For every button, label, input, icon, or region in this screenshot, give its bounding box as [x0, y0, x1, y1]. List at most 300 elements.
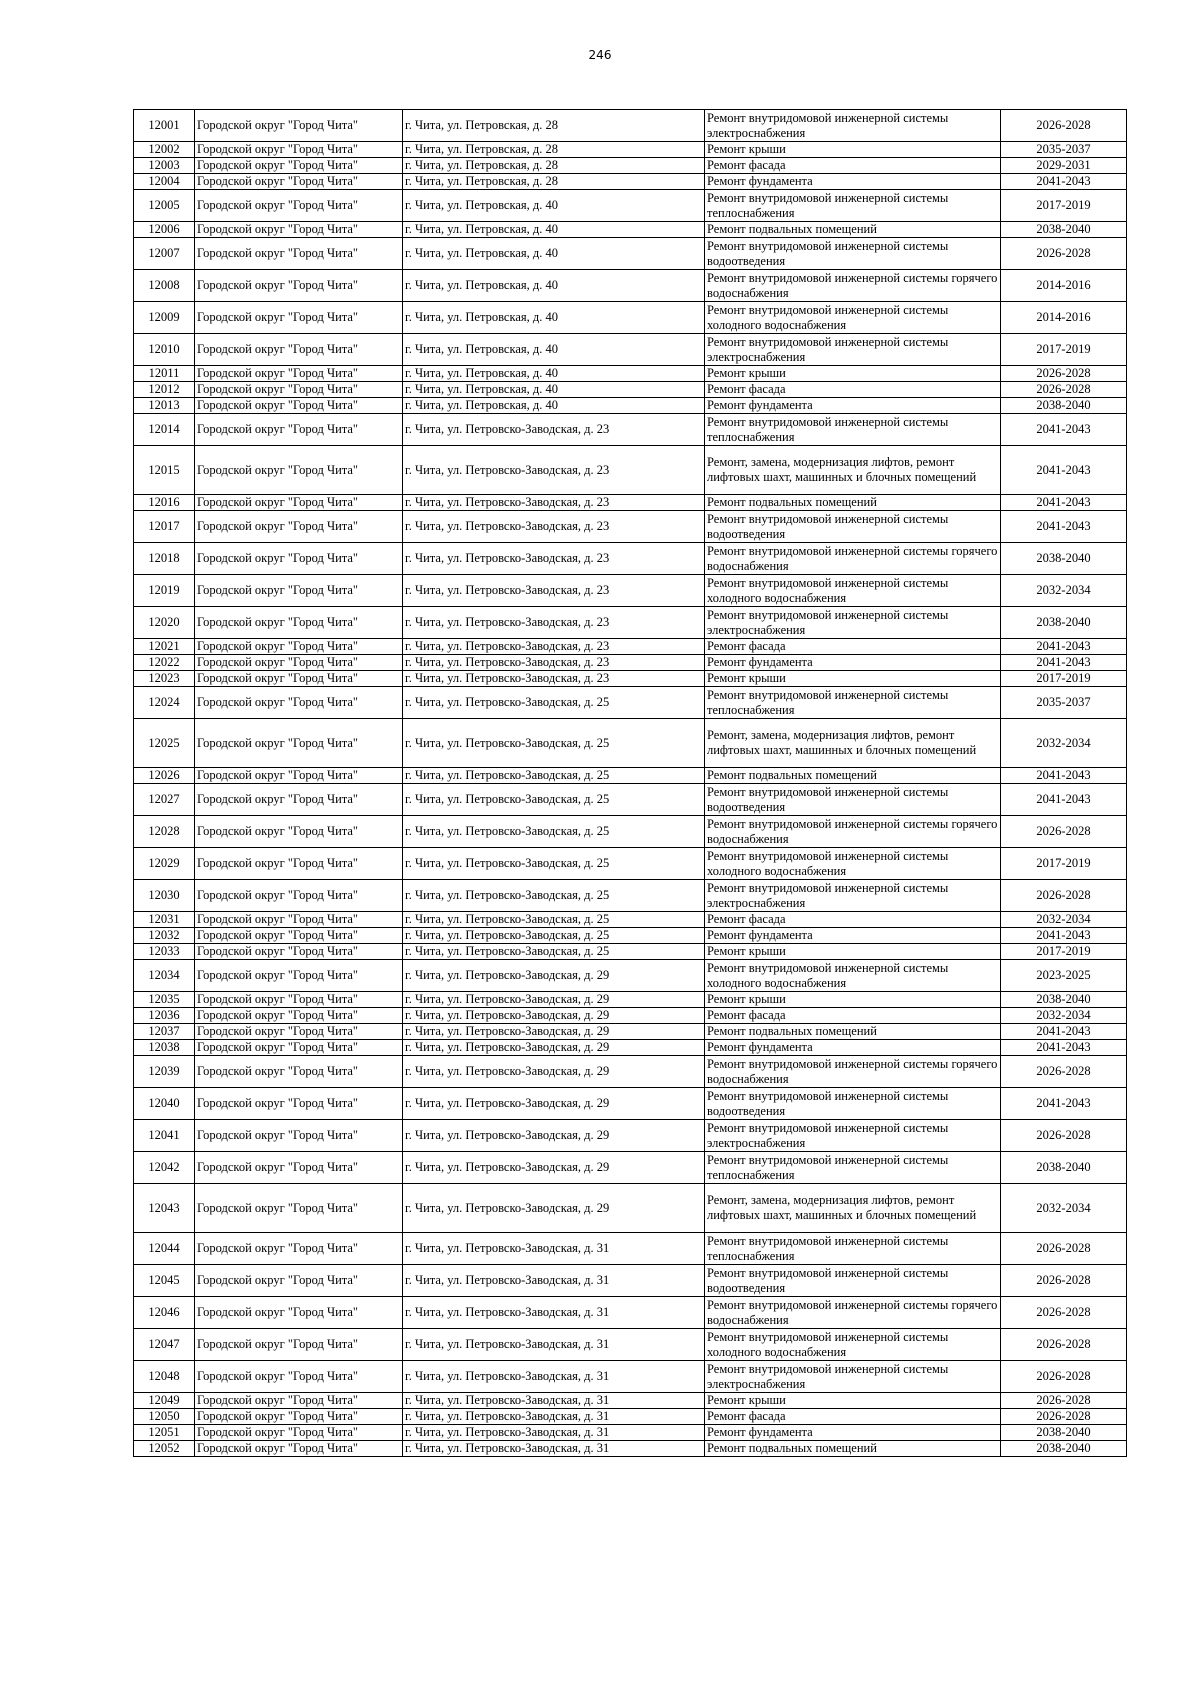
table-row: [134, 784, 1127, 816]
row-number-cell: 12044: [134, 1233, 195, 1265]
period-cell: 2026-2028: [1001, 1265, 1127, 1297]
table-row: [134, 1425, 1127, 1441]
address-cell: г. Чита, ул. Петровско-Заводская, д. 29: [403, 992, 705, 1008]
period-cell: 2041-2043: [1001, 768, 1127, 784]
table-row: [134, 1088, 1127, 1120]
work-type-cell: Ремонт крыши: [705, 671, 1001, 687]
address-cell: г. Чита, ул. Петровская, д. 40: [403, 222, 705, 238]
table-row: [134, 1297, 1127, 1329]
period-cell: 2026-2028: [1001, 880, 1127, 912]
municipality-cell: Городской округ "Город Чита": [195, 1120, 403, 1152]
address-cell: г. Чита, ул. Петровско-Заводская, д. 29: [403, 960, 705, 992]
work-type-cell: Ремонт внутридомовой инженерной системы электроснабжения: [705, 880, 1001, 912]
table-row: [134, 302, 1127, 334]
address-cell: г. Чита, ул. Петровско-Заводская, д. 31: [403, 1329, 705, 1361]
address-cell: г. Чита, ул. Петровско-Заводская, д. 29: [403, 1040, 705, 1056]
table-row: [134, 816, 1127, 848]
address-cell: г. Чита, ул. Петровско-Заводская, д. 25: [403, 784, 705, 816]
municipality-cell: Городской округ "Город Чита": [195, 382, 403, 398]
municipality-cell: Городской округ "Город Чита": [195, 142, 403, 158]
row-number-cell: 12012: [134, 382, 195, 398]
row-number-cell: 12018: [134, 543, 195, 575]
row-number-cell: 12035: [134, 992, 195, 1008]
address-cell: г. Чита, ул. Петровско-Заводская, д. 23: [403, 575, 705, 607]
work-type-cell: Ремонт внутридомовой инженерной системы теплоснабжения: [705, 414, 1001, 446]
row-number-cell: 12048: [134, 1361, 195, 1393]
period-cell: 2026-2028: [1001, 238, 1127, 270]
period-cell: 2014-2016: [1001, 270, 1127, 302]
period-cell: 2026-2028: [1001, 1297, 1127, 1329]
municipality-cell: Городской округ "Город Чита": [195, 1008, 403, 1024]
period-cell: 2014-2016: [1001, 302, 1127, 334]
address-cell: г. Чита, ул. Петровско-Заводская, д. 31: [403, 1393, 705, 1409]
period-cell: 2032-2034: [1001, 912, 1127, 928]
period-cell: 2041-2043: [1001, 1040, 1127, 1056]
period-cell: 2041-2043: [1001, 174, 1127, 190]
table-row: [134, 944, 1127, 960]
period-cell: 2038-2040: [1001, 1425, 1127, 1441]
municipality-cell: Городской округ "Город Чита": [195, 110, 403, 142]
municipality-cell: Городской округ "Город Чита": [195, 302, 403, 334]
table-row: [134, 1040, 1127, 1056]
work-type-cell: Ремонт внутридомовой инженерной системы теплоснабжения: [705, 687, 1001, 719]
municipality-cell: Городской округ "Город Чита": [195, 928, 403, 944]
table-row: [134, 238, 1127, 270]
address-cell: г. Чита, ул. Петровско-Заводская, д. 23: [403, 495, 705, 511]
table-row: [134, 1441, 1127, 1457]
row-number-cell: 12045: [134, 1265, 195, 1297]
period-cell: 2026-2028: [1001, 1361, 1127, 1393]
period-cell: 2041-2043: [1001, 446, 1127, 495]
row-number-cell: 12008: [134, 270, 195, 302]
table-row: [134, 1329, 1127, 1361]
period-cell: 2038-2040: [1001, 607, 1127, 639]
period-cell: 2041-2043: [1001, 928, 1127, 944]
municipality-cell: Городской округ "Город Чита": [195, 1297, 403, 1329]
period-cell: 2026-2028: [1001, 110, 1127, 142]
row-number-cell: 12019: [134, 575, 195, 607]
row-number-cell: 12032: [134, 928, 195, 944]
period-cell: 2017-2019: [1001, 190, 1127, 222]
row-number-cell: 12013: [134, 398, 195, 414]
work-type-cell: Ремонт крыши: [705, 366, 1001, 382]
address-cell: г. Чита, ул. Петровско-Заводская, д. 29: [403, 1088, 705, 1120]
table-row: [134, 655, 1127, 671]
work-type-cell: Ремонт внутридомовой инженерной системы холодного водоснабжения: [705, 848, 1001, 880]
municipality-cell: Городской округ "Город Чита": [195, 398, 403, 414]
municipality-cell: Городской округ "Город Чита": [195, 1425, 403, 1441]
table-row: [134, 511, 1127, 543]
period-cell: 2041-2043: [1001, 495, 1127, 511]
table-row: [134, 543, 1127, 575]
municipality-cell: Городской округ "Город Чита": [195, 1361, 403, 1393]
table-row: [134, 719, 1127, 768]
row-number-cell: 12034: [134, 960, 195, 992]
row-number-cell: 12039: [134, 1056, 195, 1088]
table-row: [134, 1393, 1127, 1409]
municipality-cell: Городской округ "Город Чита": [195, 639, 403, 655]
row-number-cell: 12026: [134, 768, 195, 784]
municipality-cell: Городской округ "Город Чита": [195, 607, 403, 639]
address-cell: г. Чита, ул. Петровско-Заводская, д. 25: [403, 848, 705, 880]
row-number-cell: 12052: [134, 1441, 195, 1457]
work-type-cell: Ремонт внутридомовой инженерной системы водоотведения: [705, 1088, 1001, 1120]
address-cell: г. Чита, ул. Петровско-Заводская, д. 31: [403, 1233, 705, 1265]
municipality-cell: Городской округ "Город Чита": [195, 1152, 403, 1184]
work-type-cell: Ремонт внутридомовой инженерной системы горячего водоснабжения: [705, 543, 1001, 575]
work-type-cell: Ремонт, замена, модернизация лифтов, ремонт лифтовых шахт, машинных и блочных помещений: [705, 1184, 1001, 1233]
table-row: [134, 158, 1127, 174]
work-type-cell: Ремонт фасада: [705, 1409, 1001, 1425]
row-number-cell: 12036: [134, 1008, 195, 1024]
municipality-cell: Городской округ "Город Чита": [195, 575, 403, 607]
work-type-cell: Ремонт внутридомовой инженерной системы водоотведения: [705, 511, 1001, 543]
municipality-cell: Городской округ "Город Чита": [195, 816, 403, 848]
work-type-cell: Ремонт внутридомовой инженерной системы горячего водоснабжения: [705, 270, 1001, 302]
work-type-cell: Ремонт крыши: [705, 142, 1001, 158]
row-number-cell: 12014: [134, 414, 195, 446]
table-row: [134, 1152, 1127, 1184]
address-cell: г. Чита, ул. Петровско-Заводская, д. 25: [403, 816, 705, 848]
address-cell: г. Чита, ул. Петровско-Заводская, д. 31: [403, 1361, 705, 1393]
repair-schedule-table: [133, 109, 1127, 1457]
work-type-cell: Ремонт подвальных помещений: [705, 768, 1001, 784]
work-type-cell: Ремонт фундамента: [705, 1425, 1001, 1441]
municipality-cell: Городской округ "Город Чита": [195, 1233, 403, 1265]
period-cell: 2038-2040: [1001, 992, 1127, 1008]
address-cell: г. Чита, ул. Петровская, д. 28: [403, 158, 705, 174]
address-cell: г. Чита, ул. Петровско-Заводская, д. 23: [403, 414, 705, 446]
municipality-cell: Городской округ "Город Чита": [195, 1409, 403, 1425]
row-number-cell: 12010: [134, 334, 195, 366]
address-cell: г. Чита, ул. Петровско-Заводская, д. 23: [403, 639, 705, 655]
period-cell: 2026-2028: [1001, 1393, 1127, 1409]
municipality-cell: Городской округ "Город Чита": [195, 687, 403, 719]
table-row: [134, 414, 1127, 446]
table-row: [134, 912, 1127, 928]
address-cell: г. Чита, ул. Петровско-Заводская, д. 31: [403, 1425, 705, 1441]
address-cell: г. Чита, ул. Петровско-Заводская, д. 25: [403, 768, 705, 784]
address-cell: г. Чита, ул. Петровско-Заводская, д. 23: [403, 511, 705, 543]
address-cell: г. Чита, ул. Петровско-Заводская, д. 25: [403, 928, 705, 944]
work-type-cell: Ремонт внутридомовой инженерной системы горячего водоснабжения: [705, 816, 1001, 848]
municipality-cell: Городской округ "Город Чита": [195, 768, 403, 784]
work-type-cell: Ремонт внутридомовой инженерной системы холодного водоснабжения: [705, 1329, 1001, 1361]
table-row: [134, 671, 1127, 687]
municipality-cell: Городской округ "Город Чита": [195, 1329, 403, 1361]
table-row: [134, 446, 1127, 495]
address-cell: г. Чита, ул. Петровско-Заводская, д. 23: [403, 671, 705, 687]
work-type-cell: Ремонт подвальных помещений: [705, 495, 1001, 511]
address-cell: г. Чита, ул. Петровско-Заводская, д. 23: [403, 543, 705, 575]
period-cell: 2035-2037: [1001, 142, 1127, 158]
municipality-cell: Городской округ "Город Чита": [195, 912, 403, 928]
municipality-cell: Городской округ "Город Чита": [195, 1040, 403, 1056]
period-cell: 2029-2031: [1001, 158, 1127, 174]
row-number-cell: 12037: [134, 1024, 195, 1040]
table-row: [134, 190, 1127, 222]
work-type-cell: Ремонт фундамента: [705, 398, 1001, 414]
municipality-cell: Городской округ "Город Чита": [195, 784, 403, 816]
table-row: [134, 1056, 1127, 1088]
work-type-cell: Ремонт внутридомовой инженерной системы теплоснабжения: [705, 190, 1001, 222]
period-cell: 2041-2043: [1001, 511, 1127, 543]
address-cell: г. Чита, ул. Петровско-Заводская, д. 25: [403, 880, 705, 912]
work-type-cell: Ремонт фасада: [705, 158, 1001, 174]
address-cell: г. Чита, ул. Петровская, д. 40: [403, 366, 705, 382]
table-row: [134, 607, 1127, 639]
page-number: 246: [588, 48, 612, 62]
address-cell: г. Чита, ул. Петровская, д. 28: [403, 142, 705, 158]
municipality-cell: Городской округ "Город Чита": [195, 511, 403, 543]
table-row: [134, 768, 1127, 784]
municipality-cell: Городской округ "Город Чита": [195, 960, 403, 992]
row-number-cell: 12047: [134, 1329, 195, 1361]
period-cell: 2026-2028: [1001, 366, 1127, 382]
period-cell: 2041-2043: [1001, 1088, 1127, 1120]
work-type-cell: Ремонт внутридомовой инженерной системы электроснабжения: [705, 1120, 1001, 1152]
row-number-cell: 12025: [134, 719, 195, 768]
row-number-cell: 12029: [134, 848, 195, 880]
table-row: [134, 1008, 1127, 1024]
row-number-cell: 12024: [134, 687, 195, 719]
period-cell: 2026-2028: [1001, 1233, 1127, 1265]
address-cell: г. Чита, ул. Петровская, д. 40: [403, 302, 705, 334]
municipality-cell: Городской округ "Город Чита": [195, 1024, 403, 1040]
work-type-cell: Ремонт фундамента: [705, 174, 1001, 190]
table-row: [134, 495, 1127, 511]
work-type-cell: Ремонт внутридомовой инженерной системы электроснабжения: [705, 110, 1001, 142]
period-cell: 2017-2019: [1001, 671, 1127, 687]
address-cell: г. Чита, ул. Петровско-Заводская, д. 25: [403, 912, 705, 928]
address-cell: г. Чита, ул. Петровско-Заводская, д. 25: [403, 944, 705, 960]
row-number-cell: 12009: [134, 302, 195, 334]
work-type-cell: Ремонт внутридомовой инженерной системы водоотведения: [705, 1265, 1001, 1297]
table-row: [134, 1233, 1127, 1265]
work-type-cell: Ремонт внутридомовой инженерной системы водоотведения: [705, 238, 1001, 270]
municipality-cell: Городской округ "Город Чита": [195, 1441, 403, 1457]
table-row: [134, 848, 1127, 880]
period-cell: 2017-2019: [1001, 334, 1127, 366]
work-type-cell: Ремонт, замена, модернизация лифтов, ремонт лифтовых шахт, машинных и блочных помещений: [705, 719, 1001, 768]
table-row: [134, 382, 1127, 398]
row-number-cell: 12023: [134, 671, 195, 687]
work-type-cell: Ремонт подвальных помещений: [705, 1024, 1001, 1040]
row-number-cell: 12017: [134, 511, 195, 543]
work-type-cell: Ремонт внутридомовой инженерной системы теплоснабжения: [705, 1152, 1001, 1184]
period-cell: 2026-2028: [1001, 816, 1127, 848]
period-cell: 2032-2034: [1001, 1008, 1127, 1024]
table-row: [134, 174, 1127, 190]
table-row: [134, 334, 1127, 366]
work-type-cell: Ремонт крыши: [705, 992, 1001, 1008]
period-cell: 2032-2034: [1001, 575, 1127, 607]
municipality-cell: Городской округ "Город Чита": [195, 495, 403, 511]
address-cell: г. Чита, ул. Петровско-Заводская, д. 29: [403, 1120, 705, 1152]
municipality-cell: Городской округ "Город Чита": [195, 446, 403, 495]
table-row: [134, 1265, 1127, 1297]
work-type-cell: Ремонт фундамента: [705, 655, 1001, 671]
row-number-cell: 12028: [134, 816, 195, 848]
work-type-cell: Ремонт внутридомовой инженерной системы холодного водоснабжения: [705, 302, 1001, 334]
address-cell: г. Чита, ул. Петровская, д. 40: [403, 238, 705, 270]
period-cell: 2023-2025: [1001, 960, 1127, 992]
row-number-cell: 12033: [134, 944, 195, 960]
row-number-cell: 12021: [134, 639, 195, 655]
row-number-cell: 12005: [134, 190, 195, 222]
municipality-cell: Городской округ "Город Чита": [195, 270, 403, 302]
municipality-cell: Городской округ "Город Чита": [195, 158, 403, 174]
period-cell: 2026-2028: [1001, 1329, 1127, 1361]
address-cell: г. Чита, ул. Петровская, д. 40: [403, 270, 705, 302]
address-cell: г. Чита, ул. Петровская, д. 28: [403, 174, 705, 190]
period-cell: 2041-2043: [1001, 639, 1127, 655]
row-number-cell: 12016: [134, 495, 195, 511]
address-cell: г. Чита, ул. Петровско-Заводская, д. 31: [403, 1441, 705, 1457]
table-row: [134, 142, 1127, 158]
work-type-cell: Ремонт внутридомовой инженерной системы горячего водоснабжения: [705, 1297, 1001, 1329]
period-cell: 2032-2034: [1001, 1184, 1127, 1233]
row-number-cell: 12051: [134, 1425, 195, 1441]
municipality-cell: Городской округ "Город Чита": [195, 880, 403, 912]
address-cell: г. Чита, ул. Петровско-Заводская, д. 25: [403, 687, 705, 719]
municipality-cell: Городской округ "Город Чита": [195, 1265, 403, 1297]
row-number-cell: 12049: [134, 1393, 195, 1409]
work-type-cell: Ремонт крыши: [705, 944, 1001, 960]
municipality-cell: Городской округ "Город Чита": [195, 1088, 403, 1120]
table-row: [134, 270, 1127, 302]
row-number-cell: 12006: [134, 222, 195, 238]
municipality-cell: Городской округ "Город Чита": [195, 543, 403, 575]
row-number-cell: 12031: [134, 912, 195, 928]
municipality-cell: Городской округ "Город Чита": [195, 414, 403, 446]
row-number-cell: 12040: [134, 1088, 195, 1120]
address-cell: г. Чита, ул. Петровско-Заводская, д. 31: [403, 1297, 705, 1329]
row-number-cell: 12002: [134, 142, 195, 158]
table-row: [134, 1184, 1127, 1233]
work-type-cell: Ремонт фасада: [705, 1008, 1001, 1024]
work-type-cell: Ремонт внутридомовой инженерной системы электроснабжения: [705, 1361, 1001, 1393]
period-cell: 2035-2037: [1001, 687, 1127, 719]
period-cell: 2026-2028: [1001, 1056, 1127, 1088]
address-cell: г. Чита, ул. Петровско-Заводская, д. 29: [403, 1008, 705, 1024]
table-row: [134, 398, 1127, 414]
address-cell: г. Чита, ул. Петровская, д. 40: [403, 334, 705, 366]
municipality-cell: Городской округ "Город Чита": [195, 1393, 403, 1409]
table-row: [134, 928, 1127, 944]
municipality-cell: Городской округ "Город Чита": [195, 366, 403, 382]
table-row: [134, 1024, 1127, 1040]
table-row: [134, 110, 1127, 142]
municipality-cell: Городской округ "Город Чита": [195, 174, 403, 190]
period-cell: 2041-2043: [1001, 784, 1127, 816]
address-cell: г. Чита, ул. Петровская, д. 40: [403, 382, 705, 398]
work-type-cell: Ремонт фундамента: [705, 1040, 1001, 1056]
period-cell: 2041-2043: [1001, 414, 1127, 446]
municipality-cell: Городской округ "Город Чита": [195, 190, 403, 222]
work-type-cell: Ремонт внутридомовой инженерной системы электроснабжения: [705, 334, 1001, 366]
table-row: [134, 687, 1127, 719]
address-cell: г. Чита, ул. Петровско-Заводская, д. 23: [403, 446, 705, 495]
table-row: [134, 880, 1127, 912]
period-cell: 2026-2028: [1001, 1409, 1127, 1425]
address-cell: г. Чита, ул. Петровско-Заводская, д. 25: [403, 719, 705, 768]
period-cell: 2026-2028: [1001, 1120, 1127, 1152]
address-cell: г. Чита, ул. Петровская, д. 40: [403, 190, 705, 222]
address-cell: г. Чита, ул. Петровская, д. 40: [403, 398, 705, 414]
table-row: [134, 575, 1127, 607]
municipality-cell: Городской округ "Город Чита": [195, 944, 403, 960]
row-number-cell: 12001: [134, 110, 195, 142]
table-row: [134, 222, 1127, 238]
municipality-cell: Городской округ "Город Чита": [195, 334, 403, 366]
period-cell: 2038-2040: [1001, 222, 1127, 238]
row-number-cell: 12042: [134, 1152, 195, 1184]
municipality-cell: Городской округ "Город Чита": [195, 671, 403, 687]
period-cell: 2026-2028: [1001, 382, 1127, 398]
municipality-cell: Городской округ "Город Чита": [195, 655, 403, 671]
table-row: [134, 1361, 1127, 1393]
address-cell: г. Чита, ул. Петровско-Заводская, д. 29: [403, 1184, 705, 1233]
work-type-cell: Ремонт, замена, модернизация лифтов, ремонт лифтовых шахт, машинных и блочных помещений: [705, 446, 1001, 495]
table-row: [134, 992, 1127, 1008]
work-type-cell: Ремонт внутридомовой инженерной системы горячего водоснабжения: [705, 1056, 1001, 1088]
period-cell: 2038-2040: [1001, 398, 1127, 414]
work-type-cell: Ремонт фасада: [705, 912, 1001, 928]
row-number-cell: 12022: [134, 655, 195, 671]
row-number-cell: 12041: [134, 1120, 195, 1152]
address-cell: г. Чита, ул. Петровско-Заводская, д. 29: [403, 1152, 705, 1184]
row-number-cell: 12020: [134, 607, 195, 639]
address-cell: г. Чита, ул. Петровско-Заводская, д. 29: [403, 1024, 705, 1040]
municipality-cell: Городской округ "Город Чита": [195, 1184, 403, 1233]
row-number-cell: 12043: [134, 1184, 195, 1233]
work-type-cell: Ремонт внутридомовой инженерной системы водоотведения: [705, 784, 1001, 816]
municipality-cell: Городской округ "Город Чита": [195, 222, 403, 238]
table-row: [134, 1120, 1127, 1152]
work-type-cell: Ремонт подвальных помещений: [705, 1441, 1001, 1457]
address-cell: г. Чита, ул. Петровско-Заводская, д. 31: [403, 1409, 705, 1425]
work-type-cell: Ремонт внутридомовой инженерной системы холодного водоснабжения: [705, 575, 1001, 607]
row-number-cell: 12038: [134, 1040, 195, 1056]
row-number-cell: 12004: [134, 174, 195, 190]
period-cell: 2017-2019: [1001, 848, 1127, 880]
work-type-cell: Ремонт внутридомовой инженерной системы теплоснабжения: [705, 1233, 1001, 1265]
row-number-cell: 12027: [134, 784, 195, 816]
row-number-cell: 12007: [134, 238, 195, 270]
period-cell: 2017-2019: [1001, 944, 1127, 960]
address-cell: г. Чита, ул. Петровско-Заводская, д. 23: [403, 607, 705, 639]
period-cell: 2032-2034: [1001, 719, 1127, 768]
period-cell: 2041-2043: [1001, 1024, 1127, 1040]
work-type-cell: Ремонт фундамента: [705, 928, 1001, 944]
table-body: [134, 110, 1127, 1457]
period-cell: 2038-2040: [1001, 1152, 1127, 1184]
table-row: [134, 960, 1127, 992]
municipality-cell: Городской округ "Город Чита": [195, 719, 403, 768]
row-number-cell: 12015: [134, 446, 195, 495]
work-type-cell: Ремонт фасада: [705, 639, 1001, 655]
address-cell: г. Чита, ул. Петровско-Заводская, д. 31: [403, 1265, 705, 1297]
row-number-cell: 12046: [134, 1297, 195, 1329]
municipality-cell: Городской округ "Город Чита": [195, 1056, 403, 1088]
work-type-cell: Ремонт подвальных помещений: [705, 222, 1001, 238]
row-number-cell: 12011: [134, 366, 195, 382]
period-cell: 2038-2040: [1001, 543, 1127, 575]
table-row: [134, 366, 1127, 382]
address-cell: г. Чита, ул. Петровская, д. 28: [403, 110, 705, 142]
table-row: [134, 1409, 1127, 1425]
